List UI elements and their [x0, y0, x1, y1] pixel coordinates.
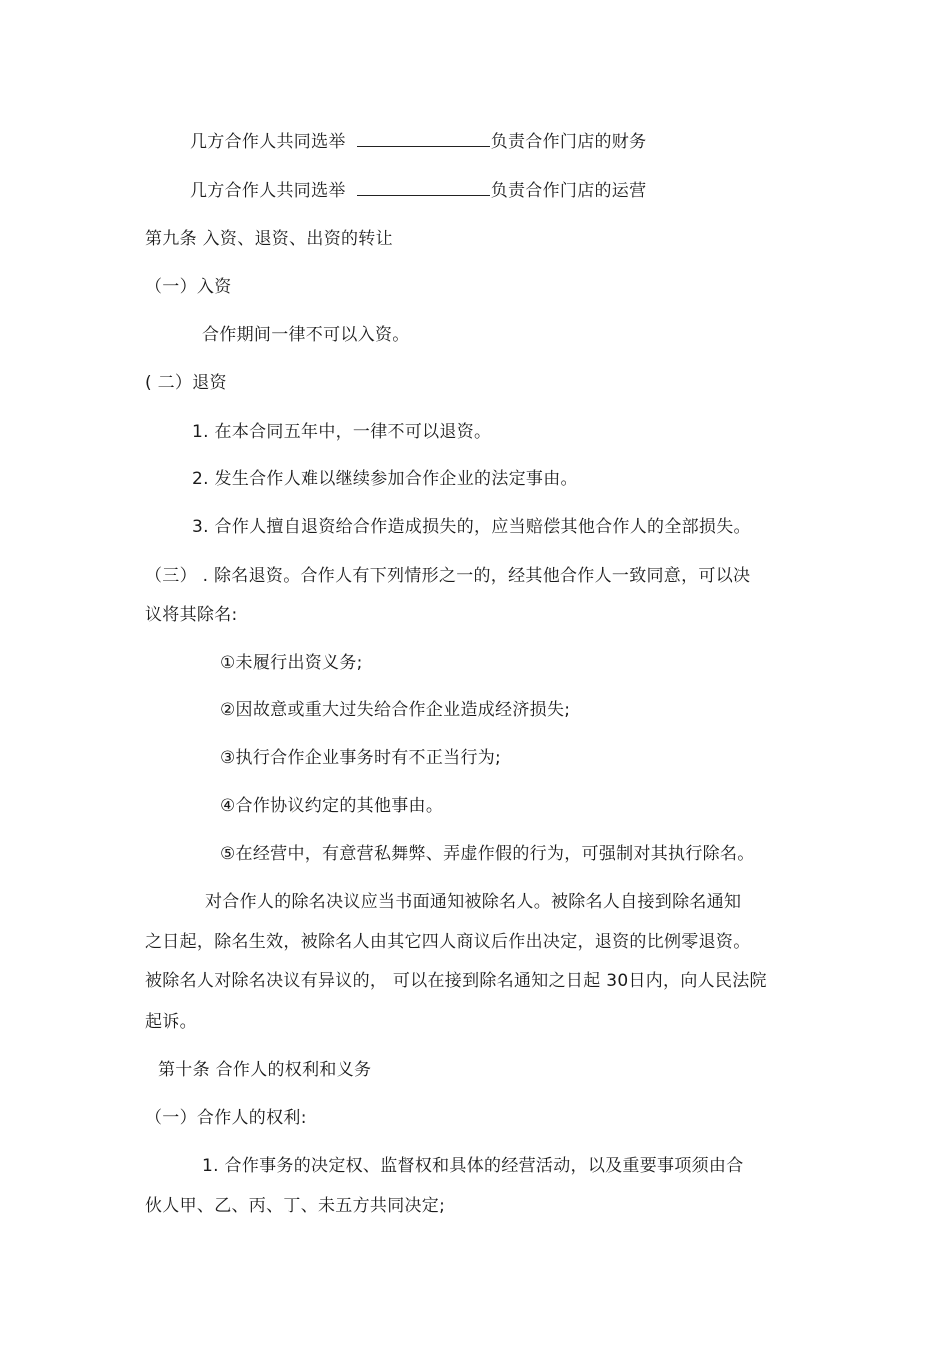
article-10-title: 第十条 合作人的权利和义务 — [158, 1060, 372, 1080]
notice-paragraph-line: 起诉。 — [145, 1012, 197, 1032]
select-line-operation — [190, 179, 646, 202]
withdrawal-item: 3. 合作人擅自退资给合作造成损失的，应当赔偿其他合作人的全部损失。 — [192, 517, 751, 537]
withdrawal-item: 2. 发生合作人难以继续参加合作企业的法定事由。 — [192, 469, 578, 489]
select-line-suffix: 负责合作门店的运营 — [490, 181, 647, 201]
rights-item-line2: 伙人甲、乙、丙、丁、未五方共同决定; — [145, 1196, 446, 1216]
notice-paragraph-line: 之日起，除名生效，被除名人由其它四人商议后作出决定，退资的比例零退资。 — [145, 932, 751, 952]
withdrawal-item: 1. 在本合同五年中，一律不可以退资。 — [192, 422, 492, 442]
expulsion-reason: ④合作协议约定的其他事由。 — [220, 796, 444, 816]
select-line-prefix: 几方合作人共同选举 — [190, 181, 346, 201]
section-expulsion-line2: 议将其除名: — [145, 605, 238, 625]
fill-in-blank[interactable] — [357, 179, 490, 196]
notice-paragraph-line: 被除名人对除名决议有异议的， 可以在接到除名通知之日起 30日内，向人民法院 — [145, 971, 767, 991]
fill-in-blank[interactable] — [357, 130, 490, 147]
capital-in-text: 合作期间一律不可以入资。 — [202, 325, 410, 345]
select-line-finance — [190, 130, 646, 153]
expulsion-reason: ①未履行出资义务; — [220, 653, 363, 673]
section-expulsion-line1: （三） . 除名退资。合作人有下列情形之一的，经其他合作人一致同意，可以决 — [145, 566, 751, 586]
expulsion-reason: ⑤在经营中，有意营私舞弊、弄虚作假的行为，可强制对其执行除名。 — [220, 844, 755, 864]
section-withdrawal-heading: ( 二）退资 — [145, 373, 227, 393]
article-9-title: 第九条 入资、退资、出资的转让 — [145, 229, 393, 249]
section-capital-in-heading: （一）入资 — [145, 277, 232, 297]
notice-paragraph-line: 对合作人的除名决议应当书面通知被除名人。被除名人自接到除名通知 — [205, 892, 742, 912]
rights-item-line1: 1. 合作事务的决定权、监督权和具体的经营活动，以及重要事项须由合 — [202, 1156, 744, 1176]
expulsion-reason: ②因故意或重大过失给合作企业造成经济损失; — [220, 700, 571, 720]
partner-rights-heading: （一）合作人的权利: — [145, 1108, 307, 1128]
select-line-prefix: 几方合作人共同选举 — [190, 132, 346, 152]
expulsion-reason: ③执行合作企业事务时有不正当行为; — [220, 748, 502, 768]
select-line-suffix: 负责合作门店的财务 — [490, 132, 647, 152]
